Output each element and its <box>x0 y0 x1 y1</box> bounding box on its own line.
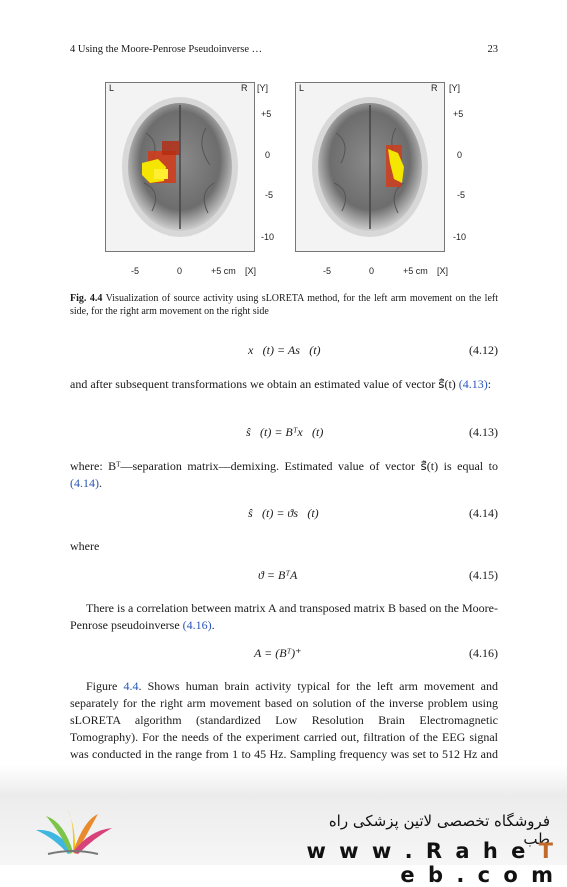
paragraph-tail: . <box>99 476 102 490</box>
equation-4-15 <box>70 568 498 586</box>
equation-4-12 <box>70 343 498 361</box>
x-tick-right: 0 <box>369 266 375 276</box>
y-tick-left: -5 <box>265 190 274 200</box>
equation-number: (4.13) <box>469 425 498 439</box>
equation-number: (4.15) <box>469 568 498 582</box>
corner-label-r-2: R <box>431 83 438 93</box>
x-tick-left: 0 <box>177 266 183 276</box>
paragraph <box>70 458 498 492</box>
equation-4-16 <box>70 646 498 664</box>
equation-ref-link[interactable]: (4.13) <box>458 377 488 391</box>
paragraph-text: and after subsequent transformations we obtain an estimated value of vector ŝ⃗(t) <box>70 377 456 391</box>
figure-caption <box>70 292 498 318</box>
shop-name: فروشگاه تخصصی لاتین پزشکی راه طب <box>328 812 550 848</box>
paragraph <box>70 376 498 393</box>
running-header <box>70 44 498 58</box>
paragraph <box>70 538 498 555</box>
paragraph <box>70 600 498 634</box>
corner-label-r: R <box>241 83 248 93</box>
brain-image-left <box>105 82 255 252</box>
x-tick-right: [X] <box>437 266 449 276</box>
y-tick-right: -10 <box>453 232 467 242</box>
figure-ref-link[interactable]: 4.4 <box>123 679 139 693</box>
paragraph-text: where <box>70 539 100 553</box>
y-tick-right: 0 <box>457 150 463 160</box>
x-tick-right: -5 <box>323 266 332 276</box>
paragraph-lead: Figure <box>86 679 118 693</box>
equation-body: A = (Bᵀ)⁺ <box>254 646 302 660</box>
rahe-teb-logo <box>28 808 118 863</box>
equation-ref-link[interactable]: (4.14) <box>70 476 99 490</box>
y-tick-left: +5 <box>261 109 272 119</box>
y-axis-title-left: [Y] <box>257 83 269 93</box>
paragraph-text: . Shows human brain activity typical for the left arm movement and separately for the right arm movement based on solution of the inverse problem using sLORETA algorithm (standardized Low Resolution Brain Electromagnetic Tomography). For the needs of the experiment carried out, filtration of the EEG signal was conducted in the range from 1 to 45 Hz. Sampling frequency was set to 512 Hz and <box>70 679 499 761</box>
url-part: e b . c o m <box>400 863 556 887</box>
y-tick-right: -5 <box>457 190 466 200</box>
caption-text: Visualization of source activity using sLORETA method, for the left arm movement on the left side, for the right arm movement on the right side <box>70 293 498 317</box>
url-accent: T <box>538 839 556 863</box>
corner-label-l: L <box>109 83 115 93</box>
paragraph-text: where: Bᵀ—separation matrix—demixing. Estimated value of vector ŝ⃗(t) is equal to <box>70 459 498 473</box>
paragraph-tail: : <box>487 377 492 391</box>
brain-image-right <box>295 82 445 252</box>
caption-label: Fig. 4.4 <box>70 293 103 304</box>
equation-number: (4.12) <box>469 343 498 357</box>
equation-ref-link[interactable]: (4.16) <box>182 618 212 632</box>
equation-body: ϑ = BᵀA <box>258 568 298 582</box>
equation-body: x⃗(t) = As⃗(t) <box>248 343 321 357</box>
equation-body: ŝ⃗(t) = Bᵀx⃗(t) <box>246 425 324 439</box>
url-part: w w w . R a h e <box>306 839 539 863</box>
y-axis-title-right: [Y] <box>449 83 461 93</box>
x-tick-right: +5 cm <box>403 266 428 276</box>
paragraph-text: There is a correlation between matrix A and transposed matrix B based on the Moore-Penrose pseudoinverse <box>70 601 498 632</box>
equation-number: (4.16) <box>469 646 498 660</box>
equation-number: (4.14) <box>469 506 498 520</box>
y-tick-left: 0 <box>265 150 271 160</box>
y-tick-right: +5 <box>453 109 464 119</box>
y-tick-left: -10 <box>261 232 275 242</box>
equation-body: ŝ⃗(t) = ϑs⃗(t) <box>248 506 319 520</box>
equation-4-13 <box>70 425 498 443</box>
x-tick-left: +5 cm <box>211 266 236 276</box>
equation-4-14 <box>70 506 498 524</box>
corner-label-l-2: L <box>299 83 305 93</box>
page-number: 23 <box>487 44 498 55</box>
shop-url[interactable] <box>296 839 556 887</box>
x-tick-left: -5 <box>131 266 140 276</box>
paragraph-tail: . <box>211 618 215 632</box>
header-title: 4 Using the Moore-Penrose Pseudoinverse … <box>70 44 263 55</box>
x-tick-left: [X] <box>245 266 257 276</box>
